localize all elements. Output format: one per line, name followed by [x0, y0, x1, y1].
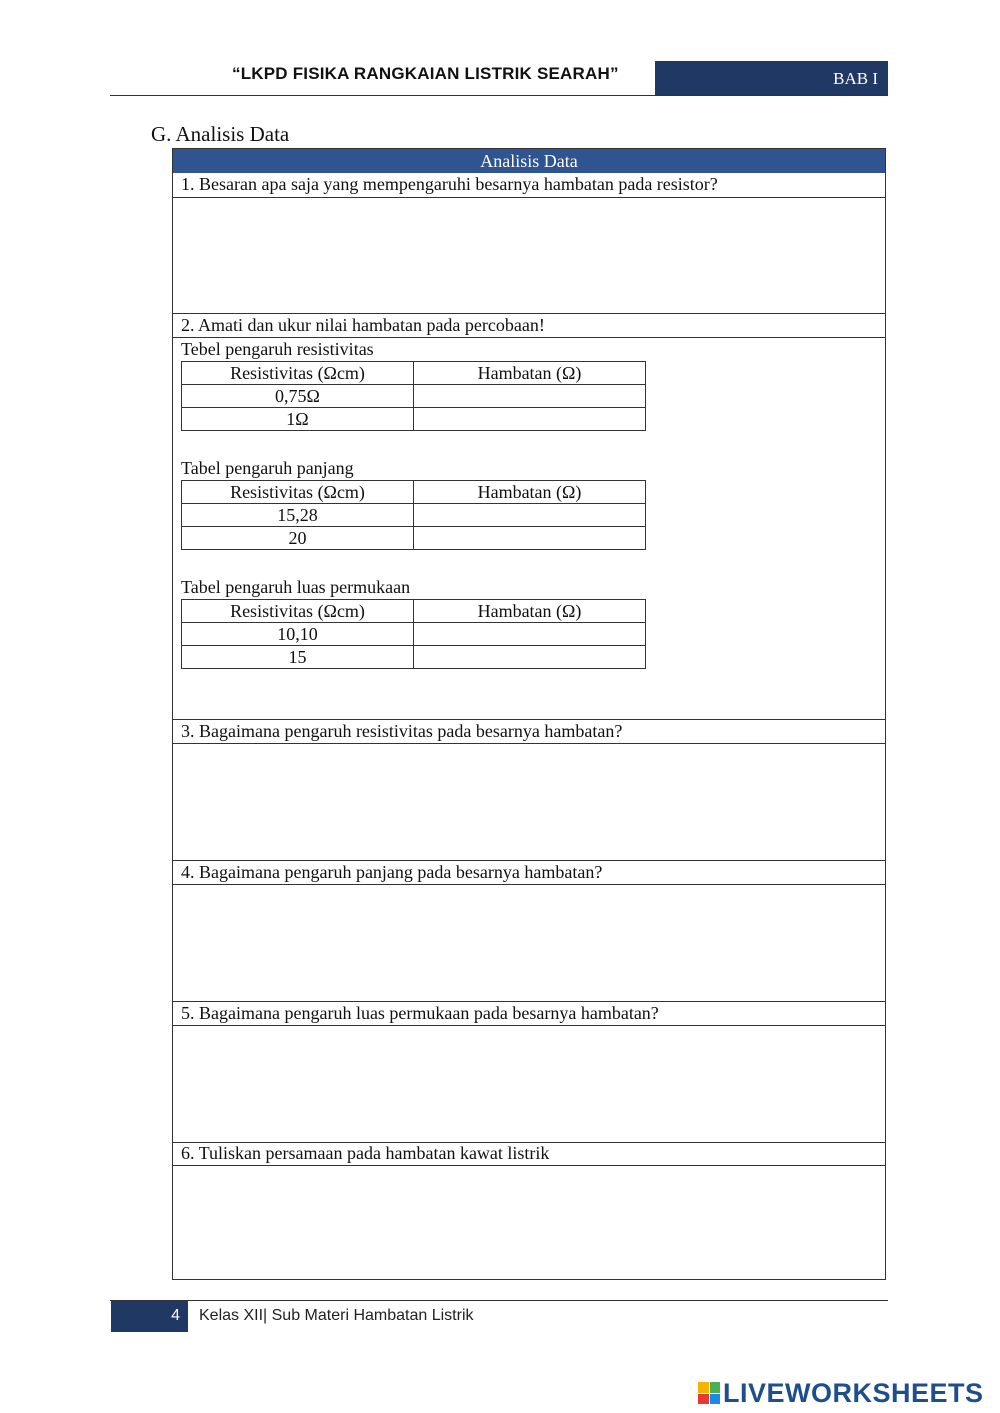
column-header: Resistivitas (Ωcm)	[182, 600, 414, 623]
table-cell: 15	[182, 646, 414, 669]
column-header: Hambatan (Ω)	[414, 362, 646, 385]
liveworksheets-logo-icon	[698, 1382, 720, 1404]
table-header-row	[182, 600, 646, 623]
table-row	[182, 646, 646, 669]
table-length	[181, 480, 646, 550]
table-row	[182, 527, 646, 550]
answer-cell[interactable]	[414, 385, 646, 408]
table-row	[182, 385, 646, 408]
table-cell: 0,75Ω	[182, 385, 414, 408]
answer-6-area[interactable]	[173, 1166, 885, 1278]
page-number-box	[111, 1301, 188, 1332]
table-cell: 15,28	[182, 504, 414, 527]
question-2: 2. Amati dan ukur nilai hambatan pada percobaan!	[181, 315, 545, 335]
header-divider	[110, 95, 888, 96]
footer-text: Kelas XII| Sub Materi Hambatan Listrik	[199, 1307, 474, 1324]
table-resistivity	[181, 361, 646, 431]
table-header-row	[182, 481, 646, 504]
question-3: 3. Bagaimana pengaruh resistivitas pada besarnya hambatan?	[181, 721, 623, 741]
column-header: Resistivitas (Ωcm)	[182, 481, 414, 504]
chapter-badge	[655, 61, 888, 96]
answer-1-area[interactable]	[173, 198, 885, 313]
table-caption-area: Tabel pengaruh luas permukaan	[181, 577, 411, 597]
table-caption-length: Tabel pengaruh panjang	[181, 458, 354, 478]
chapter-label: BAB I	[833, 69, 878, 88]
column-header: Resistivitas (Ωcm)	[182, 362, 414, 385]
answer-cell[interactable]	[414, 646, 646, 669]
answer-cell[interactable]	[414, 408, 646, 431]
analysis-heading: Analisis Data	[173, 149, 885, 173]
question-1: 1. Besaran apa saja yang mempengaruhi besarnya hambatan pada resistor?	[181, 174, 718, 194]
table-row	[182, 408, 646, 431]
answer-cell[interactable]	[414, 527, 646, 550]
answer-4-area[interactable]	[173, 885, 885, 1000]
table-row	[182, 623, 646, 646]
document-title: “LKPD FISIKA RANGKAIAN LISTRIK SEARAH”	[232, 64, 619, 83]
watermark-text: LIVEWORKSHEETS	[723, 1377, 984, 1408]
table-header-row	[182, 362, 646, 385]
table-caption-resistivity: Tebel pengaruh resistivitas	[181, 339, 374, 359]
section-title: G. Analisis Data	[151, 122, 290, 146]
answer-cell[interactable]	[414, 504, 646, 527]
question-5: 5. Bagaimana pengaruh luas permukaan pada besarnya hambatan?	[181, 1003, 659, 1023]
footer-divider	[110, 1300, 888, 1301]
question-6: 6. Tuliskan persamaan pada hambatan kawat listrik	[181, 1143, 550, 1163]
table-cell: 1Ω	[182, 408, 414, 431]
column-header: Hambatan (Ω)	[414, 481, 646, 504]
analysis-box	[172, 148, 886, 1280]
table-cell: 20	[182, 527, 414, 550]
liveworksheets-watermark	[698, 1377, 984, 1409]
table-row	[182, 504, 646, 527]
answer-3-area[interactable]	[173, 744, 885, 859]
table-cell: 10,10	[182, 623, 414, 646]
column-header: Hambatan (Ω)	[414, 600, 646, 623]
answer-5-area[interactable]	[173, 1026, 885, 1141]
table-surface-area	[181, 599, 646, 669]
page-number: 4	[171, 1307, 180, 1324]
question-4: 4. Bagaimana pengaruh panjang pada besarnya hambatan?	[181, 862, 603, 882]
answer-cell[interactable]	[414, 623, 646, 646]
